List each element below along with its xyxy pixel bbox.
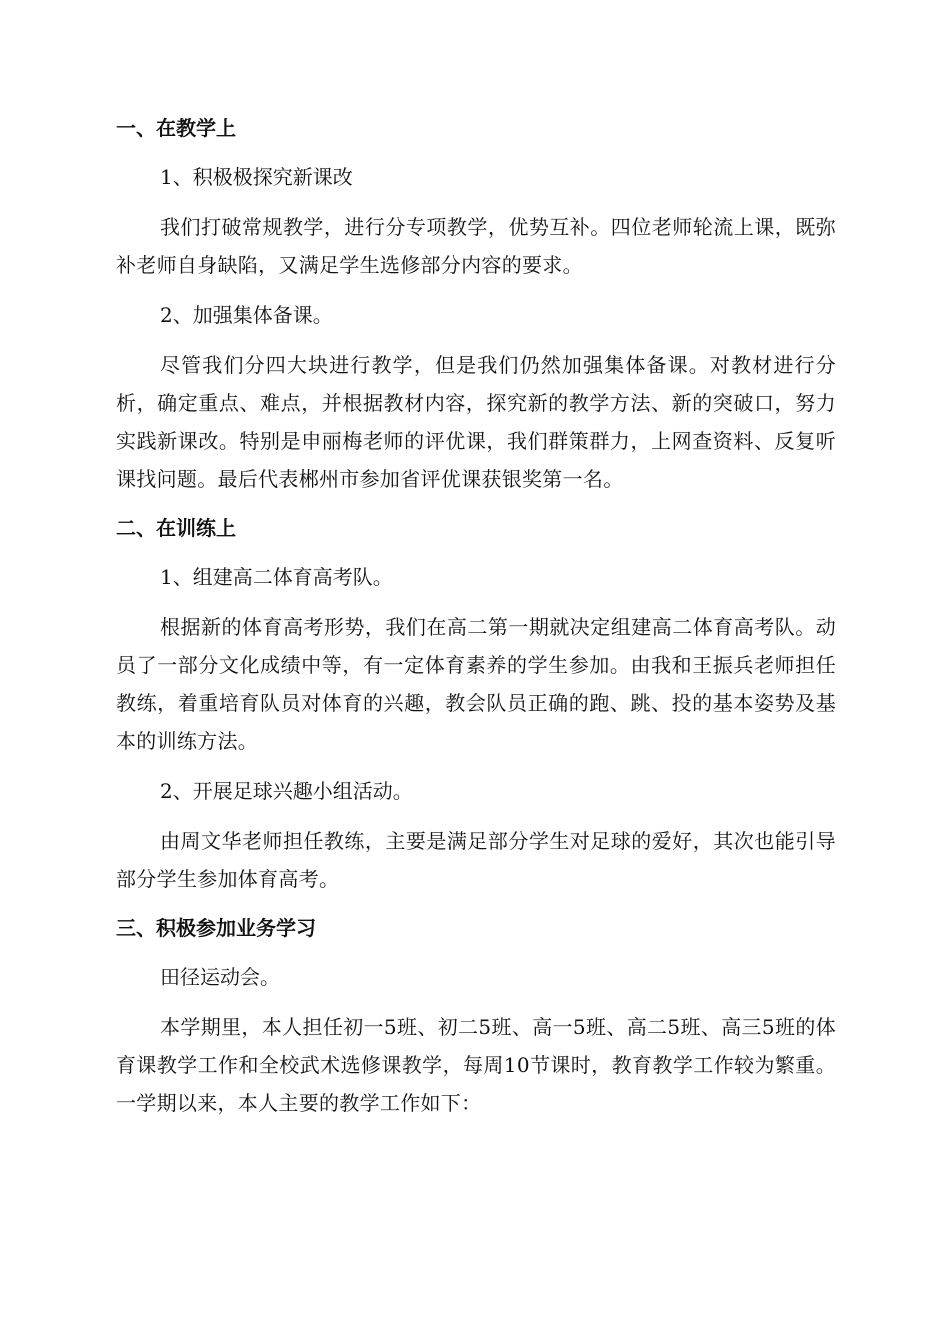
subheading-new-curriculum: 1、积极极探究新课改 xyxy=(160,165,353,189)
paragraph-football-group: 由周文华老师担任教练，主要是满足部分学生对足球的爱好，其次也能引导部分学生参加体育高考。 xyxy=(116,829,836,891)
section-heading-teaching: 一、在教学上 xyxy=(116,116,236,140)
paragraph-specialized-teaching: 我们打破常规教学，进行分专项教学，优势互补。四位老师轮流上课，既弥补老师自身缺陷，又满足学生选修部分内容的要求。 xyxy=(116,215,836,277)
document-body xyxy=(116,110,836,1134)
subheading-football-group: 2、开展足球兴趣小组活动。 xyxy=(160,779,413,803)
paragraph-semester-work: 本学期里，本人担任初一5班、初二5班、高一5班、高二5班、高三5班的体育课教学工作和全校武术选修课教学，每周10节课时，教育教学工作较为繁重。一学期以来，本人主要的教学工作如下： xyxy=(116,1015,836,1115)
subheading-collective-lesson-prep: 2、加强集体备课。 xyxy=(160,303,333,327)
subheading-pe-exam-team: 1、组建高二体育高考队。 xyxy=(160,565,393,589)
paragraph-collective-lesson-prep: 尽管我们分四大块进行教学，但是我们仍然加强集体备课。对教材进行分析，确定重点、难点，并根据教材内容，探究新的教学方法、新的突破口，努力实践新课改。特别是申丽梅老师的评优课，我们群策群力，上网查资料、反复听课找问题。最后代表郴州市参加省评优课获银奖第一名。 xyxy=(116,353,836,491)
paragraph-pe-exam-team: 根据新的体育高考形势，我们在高二第一期就决定组建高二体育高考队。动员了一部分文化成绩中等，有一定体育素养的学生参加。由我和王振兵老师担任教练，着重培育队员对体育的兴趣，教会队员正确的跑、跳、投的基本姿势及基本的训练方法。 xyxy=(116,615,836,753)
section-heading-professional-study: 三、积极参加业务学习 xyxy=(116,916,316,940)
section-heading-training: 二、在训练上 xyxy=(116,516,236,540)
subheading-track-meet: 田径运动会。 xyxy=(160,965,280,989)
